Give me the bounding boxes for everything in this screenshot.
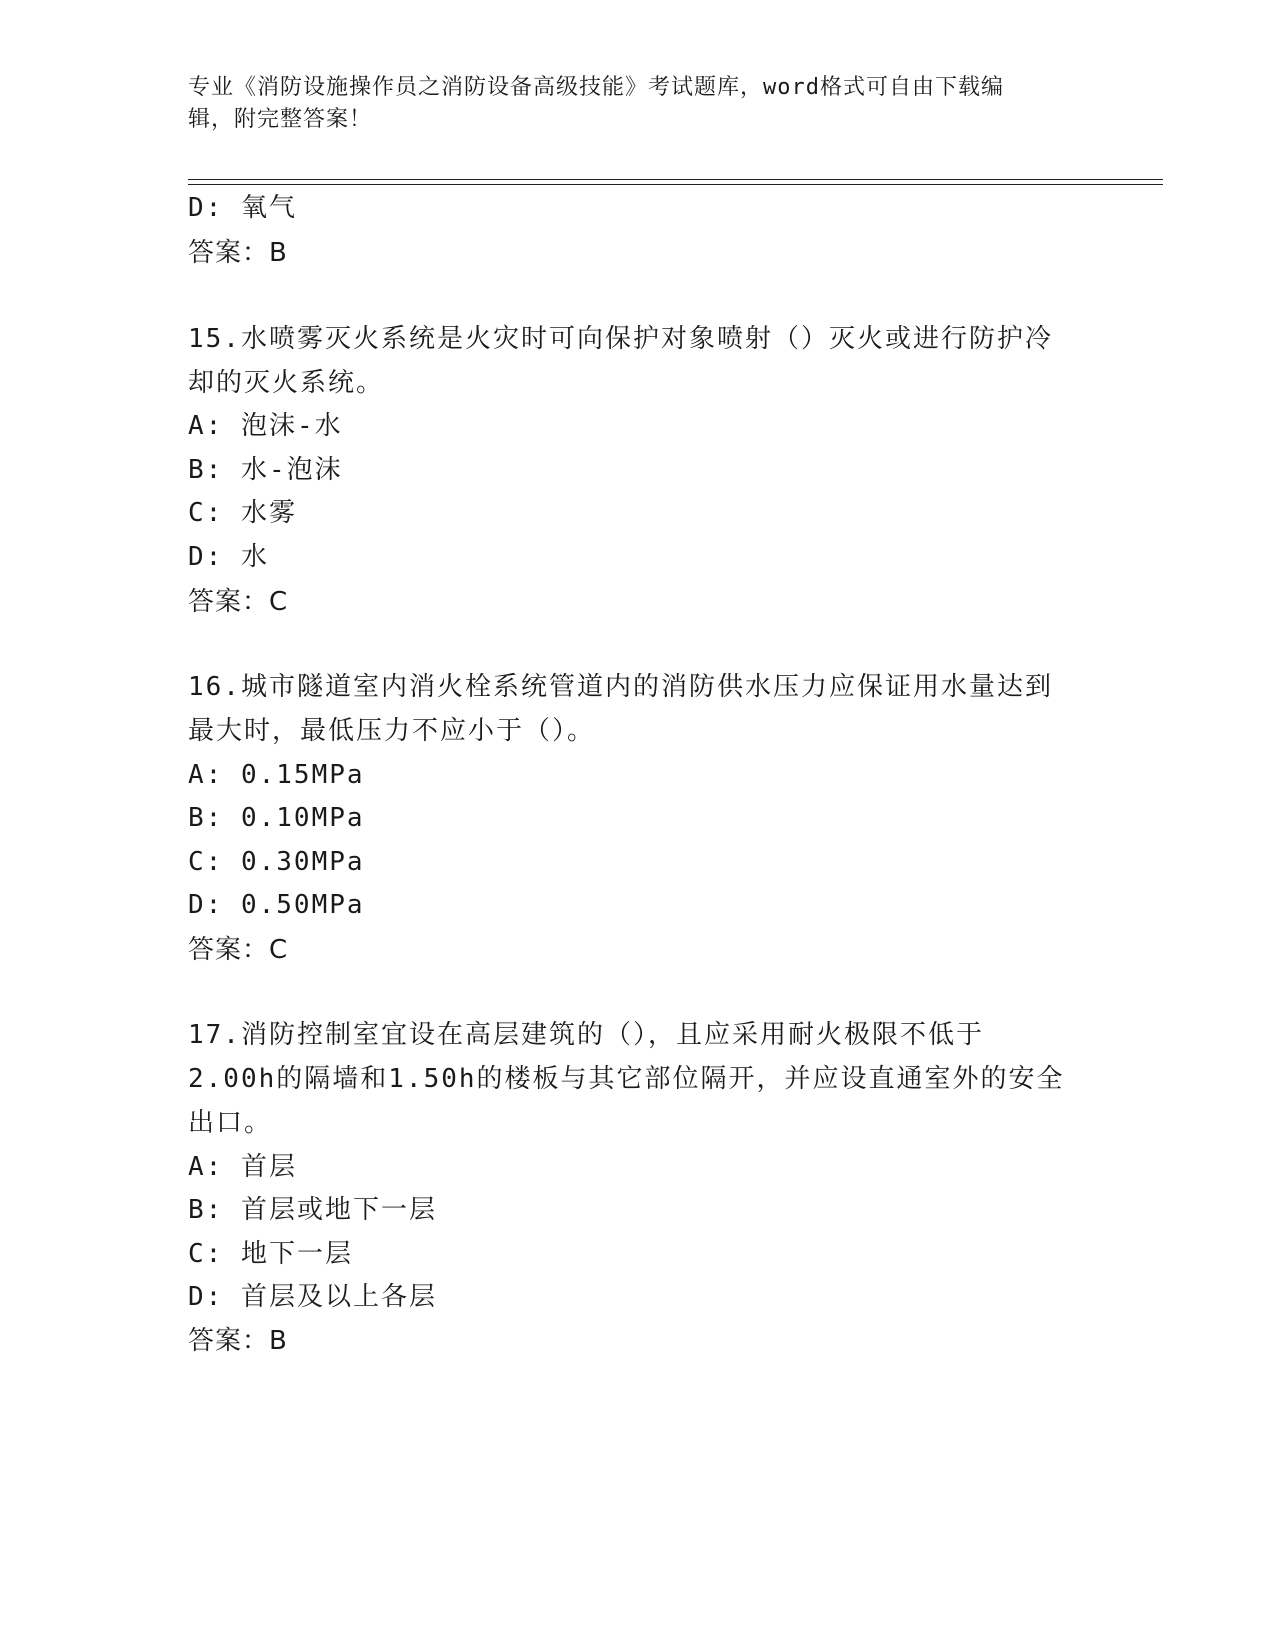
option-d: D: 氧气 xyxy=(188,193,297,223)
header-line-1: 专业《消防设施操作员之消防设备高级技能》考试题库，word格式可自由下载编 xyxy=(188,75,1004,100)
option-b: B: 首层或地下一层 xyxy=(188,1195,437,1225)
document-header xyxy=(188,72,1088,136)
answer-line: 答案：C xyxy=(188,935,289,965)
header-rule-top xyxy=(188,179,1163,180)
option-b: B: 0.10MPa xyxy=(188,803,365,833)
option-c: C: 0.30MPa xyxy=(188,847,365,877)
option-a: A: 0.15MPa xyxy=(188,760,365,790)
header-rule-bottom xyxy=(188,184,1163,185)
option-a: A: 首层 xyxy=(188,1152,297,1182)
question-stem: 15.水喷雾灭火系统是火灾时可向保护对象喷射（）灭火或进行防护冷 xyxy=(188,324,1053,354)
header-line-2: 辑，附完整答案！ xyxy=(188,107,373,132)
option-b: B: 水-泡沫 xyxy=(188,455,343,485)
answer-line: 答案：B xyxy=(188,1326,288,1356)
question-stem: 最大时，最低压力不应小于（）。 xyxy=(188,716,596,746)
option-d: D: 首层及以上各层 xyxy=(188,1282,437,1312)
question-stem: 2.00h的隔墙和1.50h的楼板与其它部位隔开，并应设直通室外的安全 xyxy=(188,1064,1065,1094)
answer-line: 答案：B xyxy=(188,238,288,268)
option-c: C: 地下一层 xyxy=(188,1239,353,1269)
question-stem: 17.消防控制室宜设在高层建筑的（），且应采用耐火极限不低于 xyxy=(188,1020,984,1050)
answer-line: 答案：C xyxy=(188,587,289,617)
question-stem: 16.城市隧道室内消火栓系统管道内的消防供水压力应保证用水量达到 xyxy=(188,672,1053,702)
option-d: D: 水 xyxy=(188,542,269,572)
question-stem: 出口。 xyxy=(188,1108,273,1138)
question-stem: 却的灭火系统。 xyxy=(188,368,385,398)
option-c: C: 水雾 xyxy=(188,498,297,528)
option-a: A: 泡沫-水 xyxy=(188,411,343,441)
option-d: D: 0.50MPa xyxy=(188,890,365,920)
